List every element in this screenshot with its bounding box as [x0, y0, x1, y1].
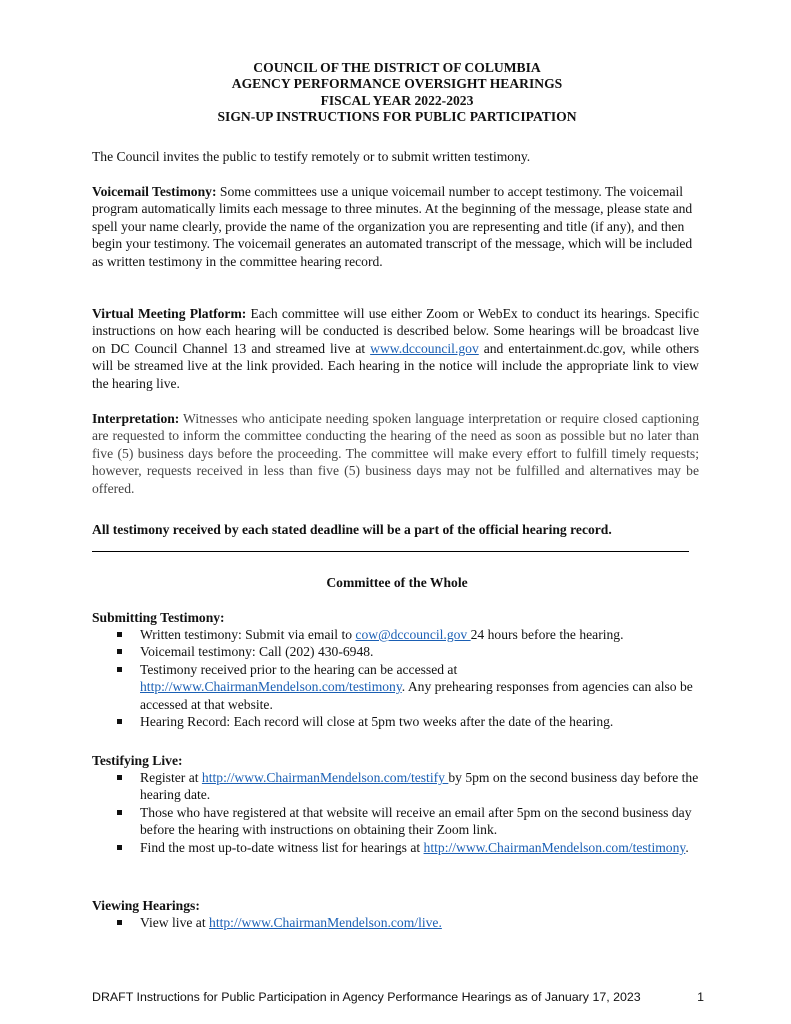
voicemail-label: Voicemail Testimony:	[92, 184, 217, 199]
heading-line-council: COUNCIL OF THE DISTRICT OF COLUMBIA	[253, 60, 541, 75]
intro-paragraph: The Council invites the public to testify remotely or to submit written testimony.	[92, 149, 531, 164]
live-link[interactable]: http://www.ChairmanMendelson.com/live.	[209, 915, 442, 930]
testifying-live-heading: Testifying Live:	[92, 753, 183, 768]
cow-email-link[interactable]: cow@dccouncil.gov	[355, 627, 471, 642]
received-testimony-text: Testimony received prior to the hearing can be accessed at	[140, 661, 458, 677]
register-deadline-text: by 5pm on the second business day before the hearing date.	[140, 770, 699, 803]
submitting-testimony-heading: Submitting Testimony:	[92, 610, 225, 625]
witness-list-text: Find the most up-to-date witness list for hearings at	[140, 839, 424, 855]
bullet-square-icon	[117, 632, 122, 637]
heading-line-signup: SIGN-UP INSTRUCTIONS FOR PUBLIC PARTICIPATION	[217, 109, 577, 125]
written-testimony-deadline: 24 hours before the hearing.	[470, 627, 624, 642]
committee-title: Committee of the Whole	[326, 575, 468, 590]
viewing-hearings-heading: Viewing Hearings:	[92, 898, 200, 913]
witness-list-period: .	[685, 839, 689, 855]
dccouncil-link[interactable]: www.dccouncil.gov	[370, 340, 479, 356]
written-testimony-text: Written testimony: Submit via email to	[140, 627, 356, 642]
bullet-square-icon	[117, 810, 122, 815]
list-item	[92, 914, 702, 931]
list-item	[92, 643, 702, 660]
deadline-notice: All testimony received by each stated deadline will be a part of the official hearing record.	[92, 522, 612, 537]
footer-text: DRAFT Instructions for Public Participation in Agency Performance Hearings as of January 17, 2023	[92, 990, 641, 1004]
list-item	[92, 839, 702, 856]
bullet-square-icon	[117, 649, 122, 654]
voicemail-paragraph	[92, 183, 699, 270]
virtual-platform-label: Virtual Meeting Platform:	[92, 306, 247, 321]
bullet-square-icon	[117, 719, 122, 724]
heading-line-fiscal-year: FISCAL YEAR 2022-2023	[320, 92, 474, 108]
bullet-square-icon	[117, 845, 122, 850]
register-text: Register at	[140, 770, 202, 785]
page-number: 1	[697, 990, 704, 1004]
submitting-testimony-list	[92, 626, 702, 730]
hearing-record-text: Hearing Record: Each record will close at 5pm two weeks after the date of the hearing.	[140, 714, 614, 730]
voicemail-text: Some committees use a unique voicemail number to accept testimony. The voicemail program automatically limits each message to three minutes. At the beginning of the message, please state and spell your name clearly, provide the name of the organization you are representing and title (if any), and then begin your testimony. The voicemail generates an automated transcript of the message, which will be included as written testimony in the committee hearing record.	[92, 184, 693, 269]
view-live-text: View live at	[140, 915, 210, 930]
interpretation-label: Interpretation:	[92, 411, 180, 426]
interpretation-paragraph	[92, 410, 699, 497]
virtual-platform-paragraph	[92, 305, 699, 392]
virtual-platform-text: Each committee will use either Zoom or WebEx to conduct its hearings. Specific instructions on how each hearing will be conducted is described below. Some hearings will be broadcast live on DC Council Channel 13 and streamed live at	[92, 306, 699, 356]
section-divider	[92, 551, 689, 552]
testify-link[interactable]: http://www.ChairmanMendelson.com/testify	[201, 770, 449, 785]
heading-line-hearings: AGENCY PERFORMANCE OVERSIGHT HEARINGS	[231, 76, 563, 92]
viewing-hearings-list	[92, 914, 702, 931]
page-footer	[92, 990, 704, 1005]
registered-email-text: Those who have registered at that website will receive an email after 5pm on the second business day before the hearing with instructions on obtaining their Zoom link.	[140, 804, 692, 838]
testimony-link[interactable]: http://www.ChairmanMendelson.com/testimony	[140, 679, 402, 695]
witness-list-link[interactable]: http://www.ChairmanMendelson.com/testimony	[423, 839, 686, 855]
voicemail-testimony-text: Voicemail testimony: Call (202) 430-6948.	[140, 644, 374, 660]
list-item	[92, 661, 702, 713]
list-item	[92, 626, 702, 643]
bullet-square-icon	[117, 667, 122, 672]
bullet-square-icon	[117, 920, 122, 925]
list-item	[92, 804, 702, 839]
document-heading	[92, 60, 702, 126]
interpretation-text: Witnesses who anticipate needing spoken language interpretation or require closed captioning are requested to inform the committee conducting the hearing of the need as soon as possible but no later than five (5) business days before the proceeding. The committee will make every effort to fulfill timely requests; however, requests received in less than five (5) business days may not be fulfilled and alternatives may be offered.	[92, 411, 699, 496]
bullet-square-icon	[117, 775, 122, 780]
list-item	[92, 713, 702, 730]
received-testimony-text-2: . Any prehearing responses from agencies can also be accessed at that website.	[140, 679, 693, 712]
list-item	[92, 769, 702, 804]
testifying-live-list	[92, 769, 702, 856]
virtual-platform-text-2: and entertainment.dc.gov, while others will be streamed live at the link provided. Each hearing in the notice will include the appropriate link to view the hearing live.	[92, 340, 699, 391]
